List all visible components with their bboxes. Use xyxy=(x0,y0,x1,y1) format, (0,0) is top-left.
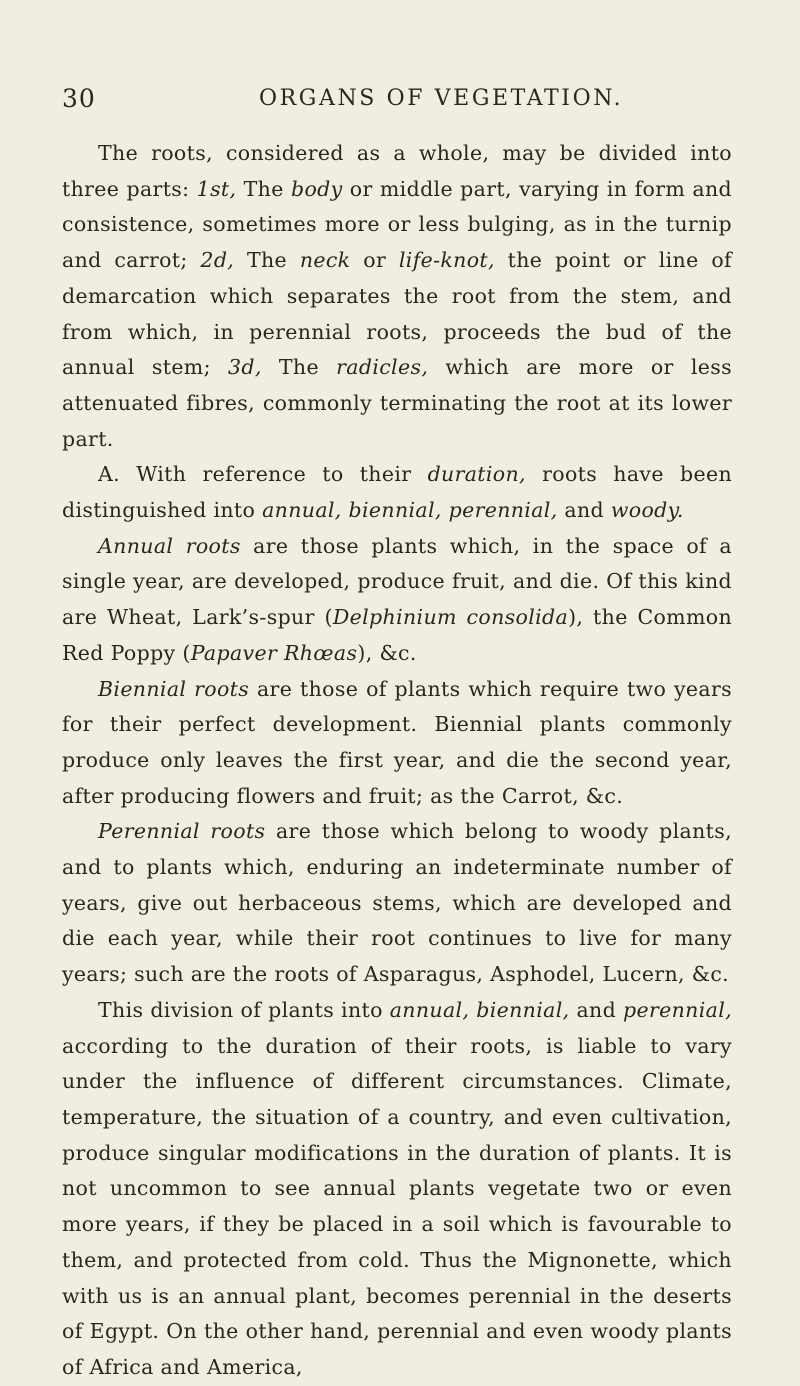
running-title: ORGANS OF VEGETATION. xyxy=(259,86,624,111)
italic-run: body xyxy=(290,176,343,201)
italic-run: Papaver Rhœas xyxy=(190,640,358,665)
text-run: and xyxy=(557,498,611,523)
text-run: are those plants which, in the space of a single year, are developed, produce fruit, and die. Of this kind are Wheat, Lark’s-spur ( xyxy=(62,533,732,630)
paragraph xyxy=(62,993,732,1386)
text-run: A. With reference to their xyxy=(98,462,428,487)
italic-run: annual, biennial, xyxy=(389,997,570,1022)
text-run: or middle part, varying in form and consistence, sometimes more or less bulging, as in the turnip and carrot; xyxy=(62,176,732,273)
text-run: The roots, considered as a whole, may be divided into three parts: xyxy=(62,141,732,201)
italic-run: perennial, xyxy=(623,997,732,1022)
text-run: The xyxy=(261,355,337,380)
text-run: and xyxy=(569,997,624,1022)
italic-run: 3d, xyxy=(228,355,262,380)
body-text xyxy=(62,136,732,1386)
italic-run: 1st, xyxy=(196,176,237,201)
italic-run: duration, xyxy=(427,462,526,487)
page-number: 30 xyxy=(62,84,96,113)
italic-run: 2d, xyxy=(200,248,235,273)
italic-run: Delphinium consolida xyxy=(332,605,569,630)
paragraph xyxy=(62,672,732,815)
text-run: The xyxy=(234,248,300,273)
italic-run: Annual roots xyxy=(98,533,241,558)
italic-run: Biennial roots xyxy=(98,676,250,701)
text-run: are those of plants which require two years for their perfect development. Biennial plants commonly produce only leaves the first year, and die the second year, after producing flowers and fruit; as the Carrot, &c. xyxy=(62,676,733,808)
italic-run: radicles, xyxy=(336,355,429,380)
italic-run: annual, biennial, perennial, xyxy=(262,498,558,523)
text-run: This division of plants into xyxy=(98,997,390,1022)
text-run: which are more or less attenuated fibres, commonly terminating the root at its lower part. xyxy=(62,355,732,451)
italic-run: neck xyxy=(299,248,351,273)
paragraph xyxy=(62,814,732,993)
paragraph xyxy=(62,529,732,672)
text-run: ), &c. xyxy=(357,640,417,665)
italic-run: Perennial roots xyxy=(98,819,266,844)
text-run: the point or line of demarcation which separates the root from the stem, and from which, in perennial roots, proceeds the bud of the annual stem; xyxy=(62,248,732,380)
italic-run: life-knot, xyxy=(398,248,495,273)
paragraph xyxy=(62,136,732,457)
text-run: roots have been distinguished into xyxy=(62,462,732,523)
text-run: according to the duration of their roots, is liable to vary under the influence of different circumstances. Climate, temperature, the situation of a country, and even cultivation, produce singular modifications in the duration of plants. It is not uncommon to see annual plants vegetate two or even more years, if they be placed in a soil which is favourable to them, and protected from cold. Thus the Mignonette, which with us is an annual plant, becomes perennial in the deserts of Egypt. On the other hand, perennial and even woody plants of Africa and America, xyxy=(62,1033,732,1379)
text-run: The xyxy=(236,176,291,201)
text-run: or xyxy=(350,248,399,273)
italic-run: woody. xyxy=(610,498,684,523)
paragraph xyxy=(62,457,732,528)
text-run: are those which belong to woody plants, and to plants which, enduring an indeterminate number of years, give out herbaceous stems, which are developed and die each year, while their root continues to live for many years; such are the roots of Asparagus, Asphodel, Lucern, &c. xyxy=(62,819,732,987)
running-head xyxy=(62,84,732,116)
text-run: ), the Common Red Poppy ( xyxy=(62,605,732,665)
